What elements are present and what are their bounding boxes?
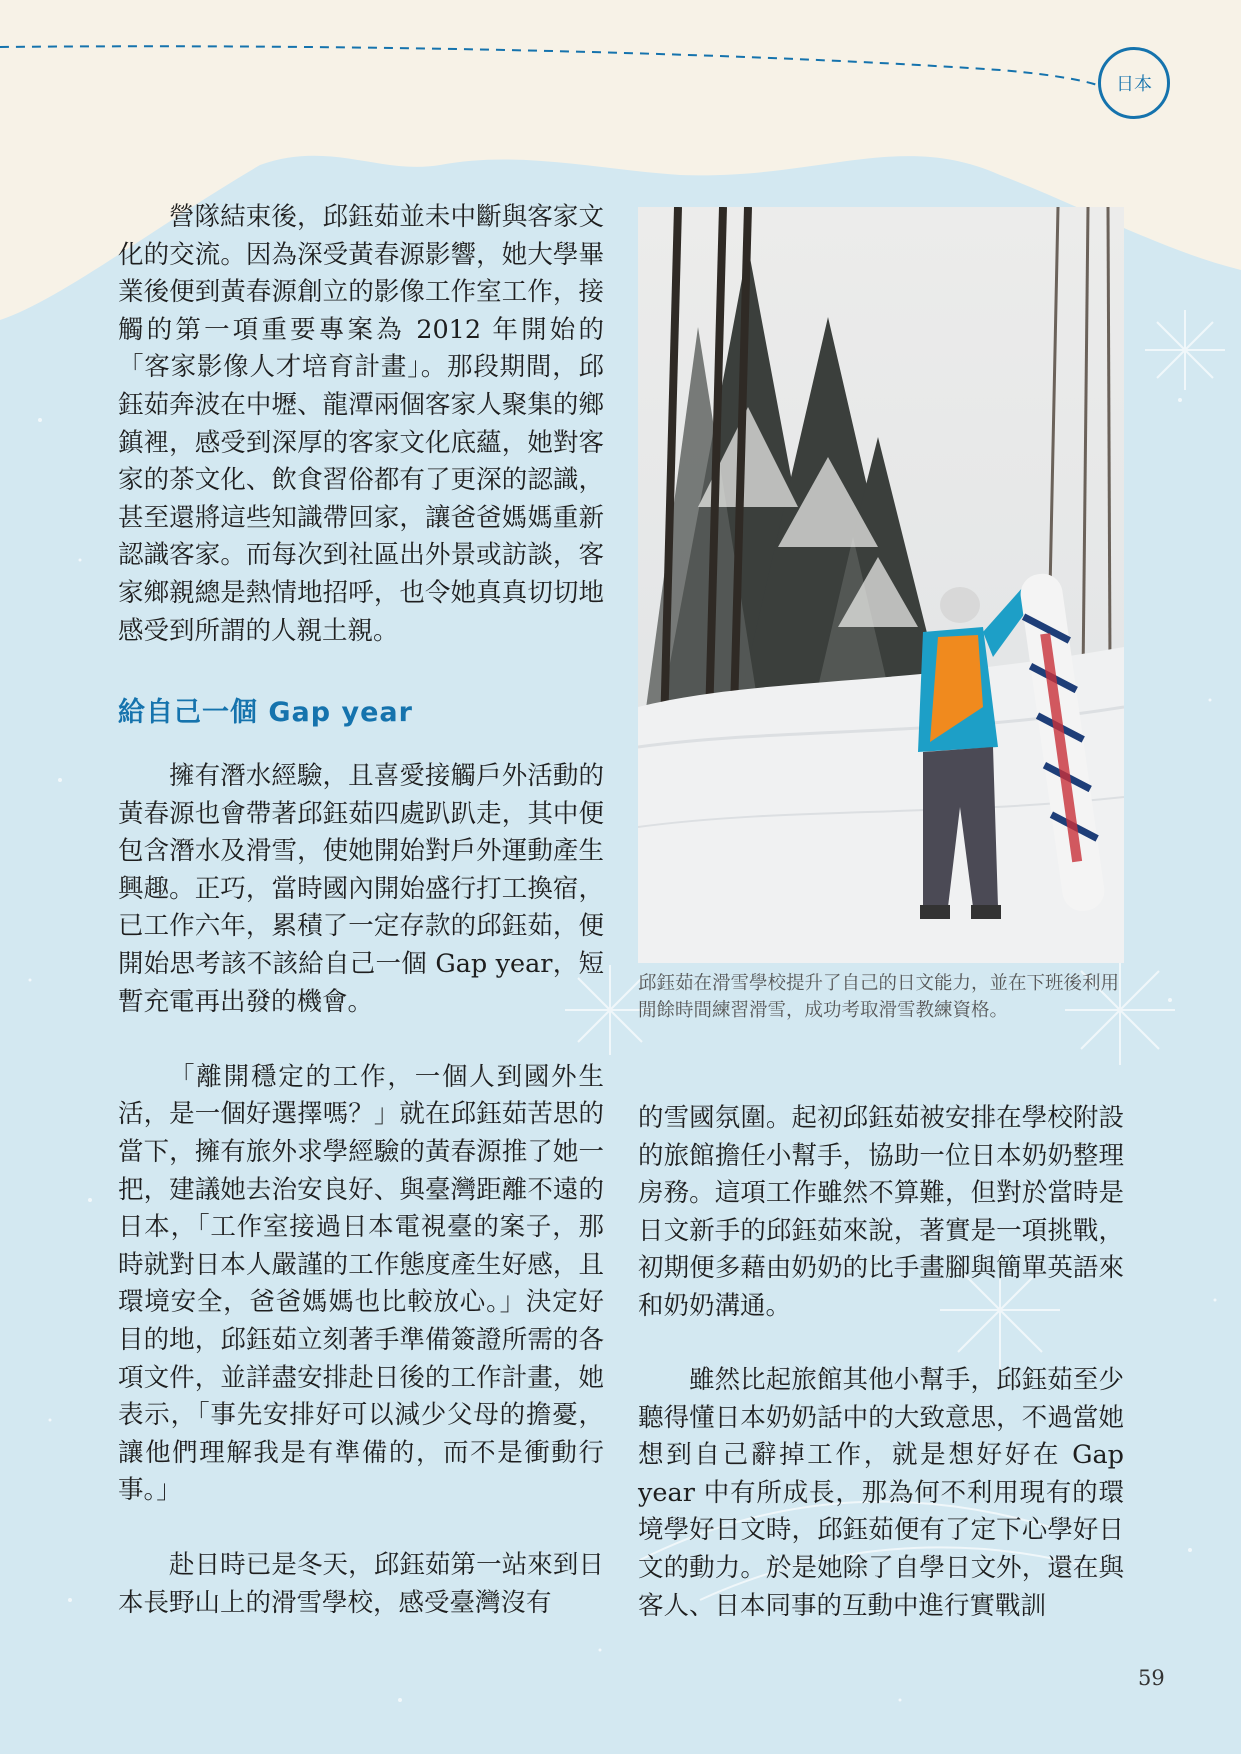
left-column-lower [118, 758, 604, 1623]
paragraph: 赴日時已是冬天，邱鈺茹第一站來到日本長野山上的滑雪學校，感受臺灣沒有 [118, 1550, 604, 1619]
section-badge-japan: 日本 [1098, 47, 1170, 119]
right-column-top [638, 1100, 1124, 1326]
paragraph: 的雪國氛圍。起初邱鈺茹被安排在學校附設的旅館擔任小幫手，協助一位日本奶奶整理房務。這項工作雖然不算難，但對於當時是日文新手的邱鈺茹來說，著實是一項挑戰，初期便多藉由奶奶的比手畫腳與簡單英語來和奶奶溝通。 [638, 1103, 1124, 1321]
right-column-bottom [638, 1362, 1124, 1625]
paragraph: 雖然比起旅館其他小幫手，邱鈺茹至少聽得懂日本奶奶話中的大致意思，不過當她想到自己辭掉工作，就是想好好在 Gap year 中有所成長，那為何不利用現有的環境學好日文時，邱鈺茹便有了定下心學好日文的動力。於是她除了自學日文外，還在與客人、日本同事的互動中進行實戰訓 [638, 1365, 1124, 1621]
page-number: 59 [1138, 1666, 1165, 1690]
left-column [118, 199, 604, 650]
snowboard-photo [638, 207, 1124, 963]
paragraph: 營隊結束後，邱鈺茹並未中斷與客家文化的交流。因為深受黃春源影響，她大學畢業後便到黃春源創立的影像工作室工作，接觸的第一項重要專案為 2012 年開始的「客家影像人才培育計畫」。那段期間，邱鈺茹奔波在中壢、龍潭兩個客家人聚集的鄉鎮裡，感受到深厚的客家文化底蘊，她對客家的茶文化、飲食習俗都有了更深的認識，甚至還將這些知識帶回家，讓爸爸媽媽重新認識客家。而每次到社區出外景或訪談，客家鄉親總是熱情地招呼，也令她真真切切地感受到所謂的人親土親。 [118, 202, 604, 646]
paragraph: 「離開穩定的工作，一個人到國外生活，是一個好選擇嗎？」就在邱鈺茹苦思的當下，擁有旅外求學經驗的黃春源推了她一把，建議她去治安良好、與臺灣距離不遠的日本，「工作室接過日本電視臺的案子，那時就對日本人嚴謹的工作態度產生好感，且環境安全，爸爸媽媽也比較放心。」決定好目的地，邱鈺茹立刻著手準備簽證所需的各項文件，並詳盡安排赴日後的工作計畫，她表示，「事先安排好可以減少父母的擔憂，讓他們理解我是有準備的，而不是衝動行事。」 [118, 1061, 604, 1506]
section-heading: 給自己一個 Gap year [118, 697, 413, 728]
paragraph: 擁有潛水經驗，且喜愛接觸戶外活動的黃春源也會帶著邱鈺茹四處趴趴走，其中便包含潛水及滑雪，使她開始對戶外運動產生興趣。正巧，當時國內開始盛行打工換宿，已工作六年，累積了一定存款的邱鈺茹，便開始思考該不該給自己一個 Gap year，短暫充電再出發的機會。 [118, 761, 604, 1017]
photo-caption: 邱鈺茹在滑雪學校提升了自己的日文能力，並在下班後利用閒餘時間練習滑雪，成功考取滑雪教練資格。 [638, 973, 1120, 1021]
